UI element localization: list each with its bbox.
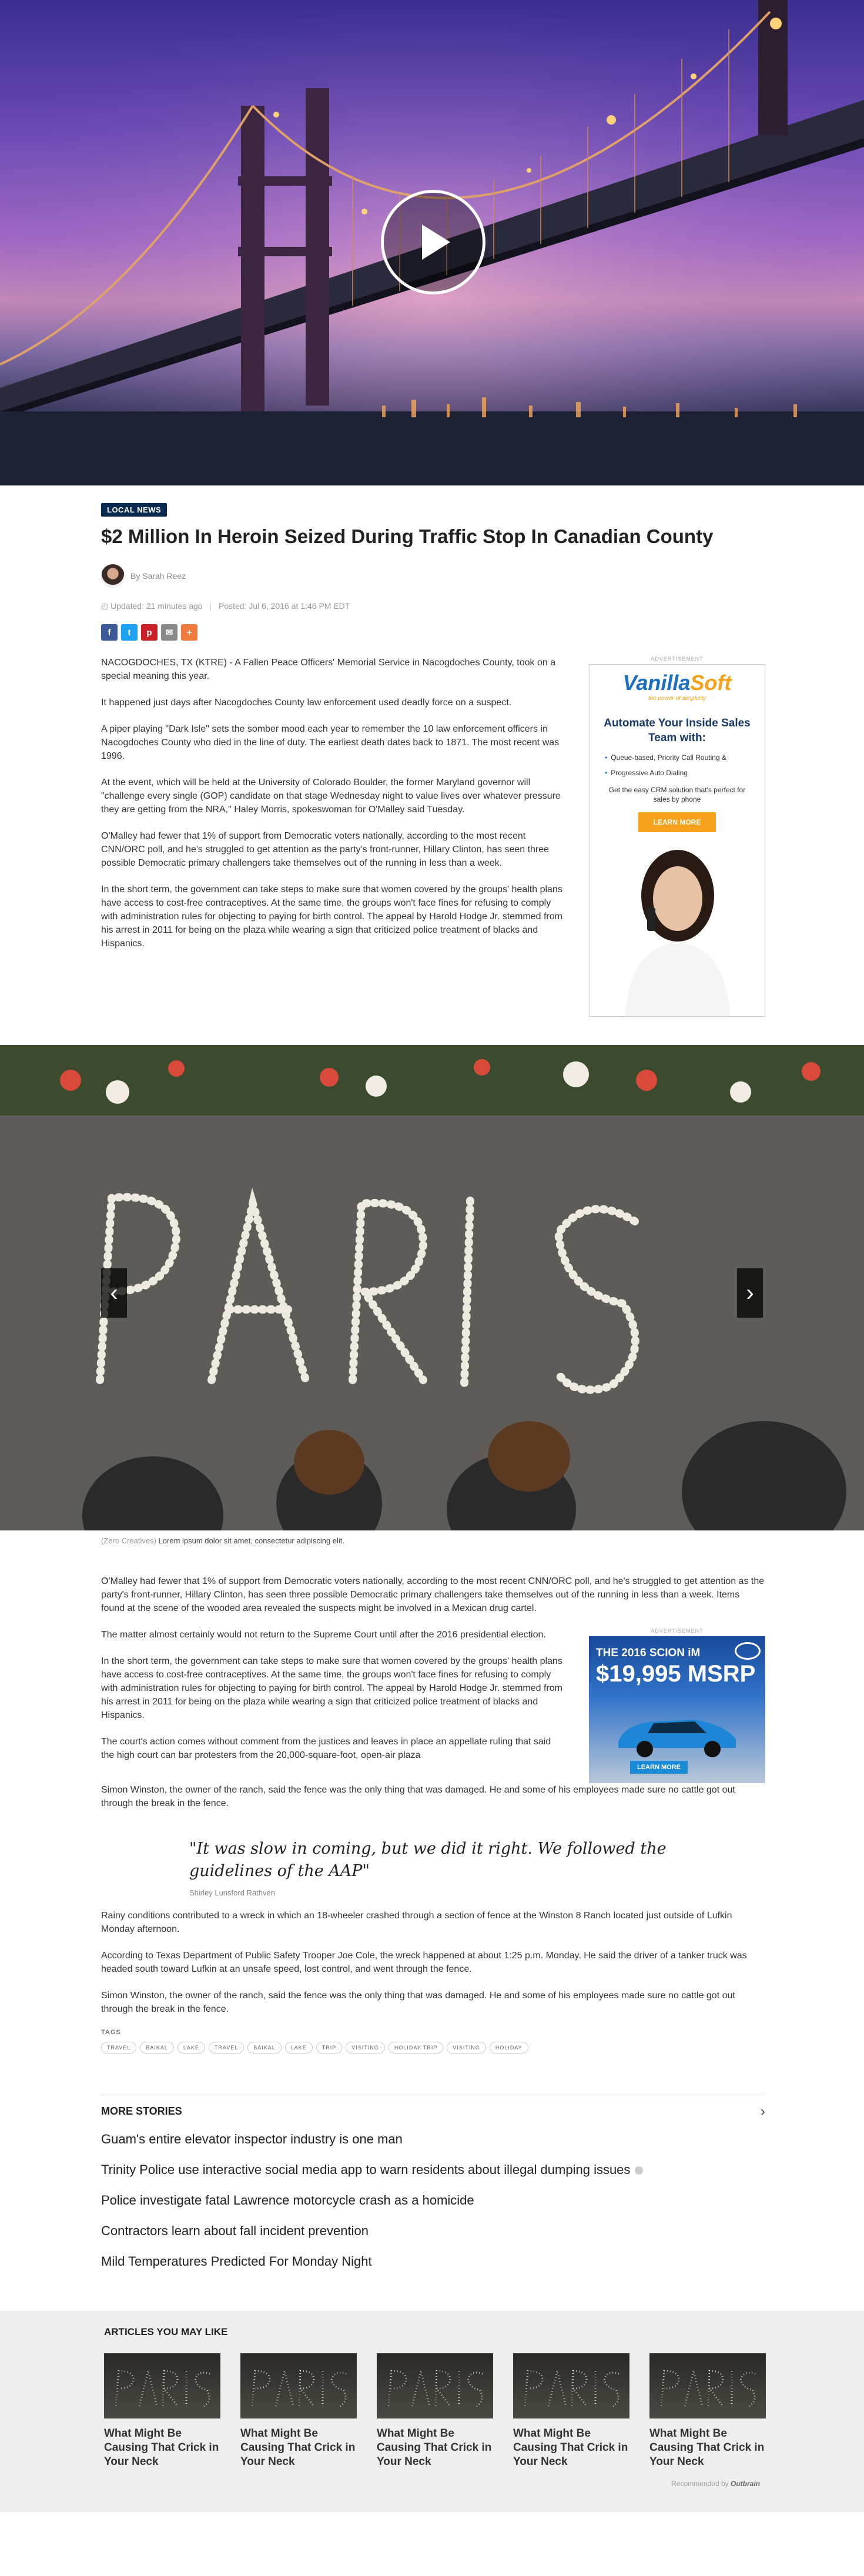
- author-name[interactable]: By Sarah Reez: [130, 571, 186, 581]
- quote-text: "It was slow in coming, but we did it right. We followed the guidelines of the AAP": [189, 1840, 667, 1880]
- vanillasoft-ad[interactable]: [589, 664, 765, 1017]
- ad-bullets: [590, 745, 765, 785]
- ad-bullet: • Progressive Auto Dialing: [605, 765, 749, 780]
- more-stories-list: [101, 2124, 765, 2277]
- paris-candles-image: [0, 1045, 864, 1530]
- you-like-title: ARTICLES YOU MAY LIKE: [104, 2326, 228, 2337]
- tag[interactable]: HOLIDAY TRIP: [389, 2042, 444, 2054]
- caption-text: Lorem ipsum dolor sit amet, consectetur adipiscing elit.: [158, 1536, 345, 1545]
- recommendation-cards: [104, 2353, 864, 2469]
- tag[interactable]: HOLIDAY: [490, 2042, 528, 2054]
- article-body-top: [101, 656, 765, 1017]
- card-thumbnail: [377, 2353, 493, 2418]
- paragraph: In the short term, the government can take steps to make sure that women covered by the groups' health plans have access to cost-free contraceptives. At the same time, the groups won't face fines for refusing to comply with administration rules for objecting to paying for birth control. The appeal by Harold Hodge Jr. stemmed from his arrest in 2011 for being on the plaza while wearing a sign that criticized police treatment of blacks and Hispanics.: [101, 885, 562, 949]
- recommendation-card[interactable]: [513, 2353, 629, 2469]
- card-title: What Might Be Causing That Crick in Your Neck: [240, 2427, 356, 2468]
- article: [101, 485, 765, 1017]
- paragraph: NACOGDOCHES, TX (KTRE) - A Fallen Peace Officers' Memorial Service in Nacogdoches County, took on a special meaning this year.: [101, 658, 556, 681]
- tag[interactable]: VISITING: [447, 2042, 486, 2054]
- tag[interactable]: VISITING: [346, 2042, 385, 2054]
- card-thumbnail: [240, 2353, 357, 2418]
- paragraph: The court's action comes without comment from the justices and leaves in place an appellate ruling that said the high court can bar protesters from the 20,000-square-foot, open-air plaza: [101, 1737, 551, 1760]
- outbrain-logo: Outbrain: [731, 2480, 760, 2488]
- story-link[interactable]: Contractors learn about fall incident prevention: [101, 2223, 369, 2238]
- scion-ad[interactable]: [589, 1636, 765, 1783]
- tag-list: [101, 2042, 765, 2054]
- pinterest-icon[interactable]: p: [141, 624, 158, 641]
- photo-gallery: [0, 1045, 864, 1530]
- article-body-mid: [101, 1628, 765, 1783]
- gallery-next-button[interactable]: ›: [737, 1268, 763, 1318]
- tags-title: TAGS: [101, 2029, 121, 2036]
- article-meta: [101, 601, 765, 611]
- tag[interactable]: BAIKAL: [140, 2042, 174, 2054]
- card-title: What Might Be Causing That Crick in Your Neck: [513, 2427, 628, 2468]
- article-continued: [101, 1536, 765, 2277]
- outbrain-credit[interactable]: Recommended by Outbrain: [671, 2480, 760, 2488]
- paragraph: Rainy conditions contributed to a wreck in which an 18-wheeler crashed through a section of fence at the Winston 8 Ranch located just outside of Lufkin Monday afternoon.: [101, 1911, 732, 1934]
- tag[interactable]: TRAVEL: [209, 2042, 244, 2054]
- tag[interactable]: BAIKAL: [247, 2042, 282, 2054]
- play-button[interactable]: [381, 190, 485, 294]
- card-title: What Might Be Causing That Crick in Your Neck: [377, 2427, 492, 2468]
- ad-learn-more-button[interactable]: LEARN MORE: [630, 1761, 688, 1774]
- ad-tagline: the power of simplicity: [648, 695, 706, 702]
- paragraph: Simon Winston, the owner of the ranch, said the fence was the only thing that was damaged. He and some of his employees made sure no cattle got out through the break in the fence.: [101, 1991, 735, 2014]
- sidebar-ad: [589, 656, 765, 1017]
- article-column: [101, 656, 565, 1017]
- paragraph: In the short term, the government can take steps to make sure that women covered by the groups' health plans have access to cost-free contraceptives. At the same time, the groups won't face fines for refusing to comply with administration rules for objecting to paying for birth control. The appeal by Harold Hodge Jr. stemmed from his arrest in 2011 for being on the plaza while wearing a sign that criticized police treatment of blacks and Hispanics.: [101, 1656, 562, 1720]
- ad-label: ADVERTISEMENT: [651, 656, 704, 662]
- card-thumbnail: [104, 2353, 220, 2418]
- article-column: [101, 1628, 565, 1783]
- recommendation-card[interactable]: [377, 2353, 493, 2469]
- paragraph: At the event, which will be held at the University of Colorado Boulder, the former Maryland governor will "challenge every single (GOP) candidate on that stage Wednesday night to value lives over whatever pressure they are getting from the NRA," Haley Morris, spokeswoman for O'Malley said Tuesday.: [101, 778, 561, 815]
- photo-credit: (Zero Creatives): [101, 1536, 156, 1545]
- paragraph: A piper playing "Dark Isle" sets the somber mood each year to remember the 10 law enforcement officers in Nacogdoches County who died in the line of duty. The earliest death dates back to 1871. The most recent was 1996.: [101, 724, 560, 761]
- share-bar: [101, 624, 765, 641]
- author-avatar: [101, 564, 125, 588]
- card-thumbnail: [513, 2353, 629, 2418]
- ad-line1: THE 2016 SCION iM: [596, 1647, 701, 1659]
- updated-time: Updated: 21 minutes ago: [110, 601, 203, 611]
- article-body-wide: [101, 1575, 765, 2016]
- paragraph: The matter almost certainly would not return to the Supreme Court until after the 2016 presidential election.: [101, 1630, 546, 1640]
- email-icon[interactable]: ✉: [161, 624, 178, 641]
- hero-video[interactable]: [0, 0, 864, 485]
- articles-you-may-like: [0, 2311, 864, 2512]
- ad-subtext: Get the easy CRM solution that's perfect for sales by phone: [608, 786, 746, 803]
- story-link[interactable]: Mild Temperatures Predicted For Monday Night: [101, 2254, 372, 2269]
- paragraph: O'Malley had fewer that 1% of support from Democratic voters nationally, according to the most recent CNN/ORC poll, and he's struggled to get attention as the party's front-runner, Hillary Clinton, has seen three possible Democratic primary challengers take themselves out of the running in less than a week. Items found at the scene of the wooded area revealed the suspects might be involved in a Mexican drug cartel.: [101, 1576, 765, 1613]
- quote-author: Shirley Lunsford Rathven: [189, 1888, 275, 1897]
- author-line: [101, 561, 765, 591]
- paragraph: O'Malley had fewer that 1% of support from Democratic voters nationally, according to the most recent CNN/ORC poll, and he's struggled to get attention as the party's front-runner, Hillary Clinton, has seen three possible Democratic primary challengers take themselves out of the running in less than a week.: [101, 831, 550, 868]
- tag[interactable]: TRIP: [316, 2042, 343, 2054]
- card-title: What Might Be Causing That Crick in Your Neck: [104, 2427, 219, 2468]
- ad-price: $19,995 MSRP: [596, 1661, 756, 1687]
- recommendation-card[interactable]: [104, 2353, 220, 2469]
- paragraph: It happened just days after Nacogdoches County law enforcement used deadly force on a suspect.: [101, 698, 512, 708]
- story-link[interactable]: Police investigate fatal Lawrence motorcycle crash as a homicide: [101, 2193, 474, 2207]
- category-badge[interactable]: LOCAL NEWS: [101, 503, 167, 517]
- car-image: [612, 1707, 742, 1760]
- card-title: What Might Be Causing That Crick in Your Neck: [649, 2427, 765, 2468]
- twitter-icon[interactable]: t: [121, 624, 138, 641]
- recommendation-card[interactable]: [240, 2353, 357, 2469]
- story-link[interactable]: Guam's entire elevator inspector industry is one man: [101, 2132, 403, 2146]
- more-stories-title: MORE STORIES: [101, 2105, 182, 2117]
- ad-logo: VanillaSoft: [622, 671, 732, 695]
- scion-logo-icon: [735, 1642, 761, 1660]
- ad-headline: Automate Your Inside Sales Team with:: [604, 717, 751, 744]
- more-stories-header: [101, 2102, 765, 2121]
- paragraph: According to Texas Department of Public Safety Trooper Joe Cole, the wreck happened at about 1:25 p.m. Monday. He said the driver of a tanker truck was headed south toward Lufkin at an unsafe speed, lost control, and went through the fence.: [101, 1951, 747, 1974]
- chevron-right-icon[interactable]: ›: [760, 2102, 765, 2120]
- tag[interactable]: TRAVEL: [101, 2042, 136, 2054]
- card-thumbnail: [649, 2353, 766, 2418]
- posted-time: Posted: Jul 6, 2016 at 1:46 PM EDT: [218, 601, 350, 611]
- facebook-icon[interactable]: f: [101, 624, 118, 641]
- paragraph: Simon Winston, the owner of the ranch, said the fence was the only thing that was damaged. He and some of his employees made sure no cattle got out through the break in the fence.: [101, 1785, 735, 1808]
- ad-label: ADVERTISEMENT: [651, 1628, 704, 1634]
- pull-quote: [101, 1823, 765, 1909]
- meta-divider: |: [209, 601, 212, 611]
- inline-ad: [589, 1628, 765, 1783]
- ad-woman-image: [613, 840, 742, 1016]
- tag[interactable]: LAKE: [178, 2042, 205, 2054]
- ad-learn-more-button[interactable]: LEARN MORE: [638, 812, 716, 832]
- tag[interactable]: LAKE: [285, 2042, 313, 2054]
- video-icon: [635, 2166, 643, 2175]
- ad-bullet: • Queue-based, Priority Call Routing &: [605, 750, 749, 765]
- gallery-prev-button[interactable]: ‹: [101, 1268, 127, 1318]
- plus-icon[interactable]: +: [181, 624, 197, 641]
- more-stories: [101, 2095, 765, 2277]
- article-title: $2 Million In Heroin Seized During Traffic Stop In Canadian County: [101, 525, 714, 547]
- recommendation-card[interactable]: [649, 2353, 766, 2469]
- play-icon: [422, 225, 450, 260]
- story-link[interactable]: Trinity Police use interactive social media app to warn residents about illegal dumping issues: [101, 2155, 765, 2185]
- clock-icon: ◴: [101, 601, 109, 611]
- photo-caption: [101, 1536, 765, 1545]
